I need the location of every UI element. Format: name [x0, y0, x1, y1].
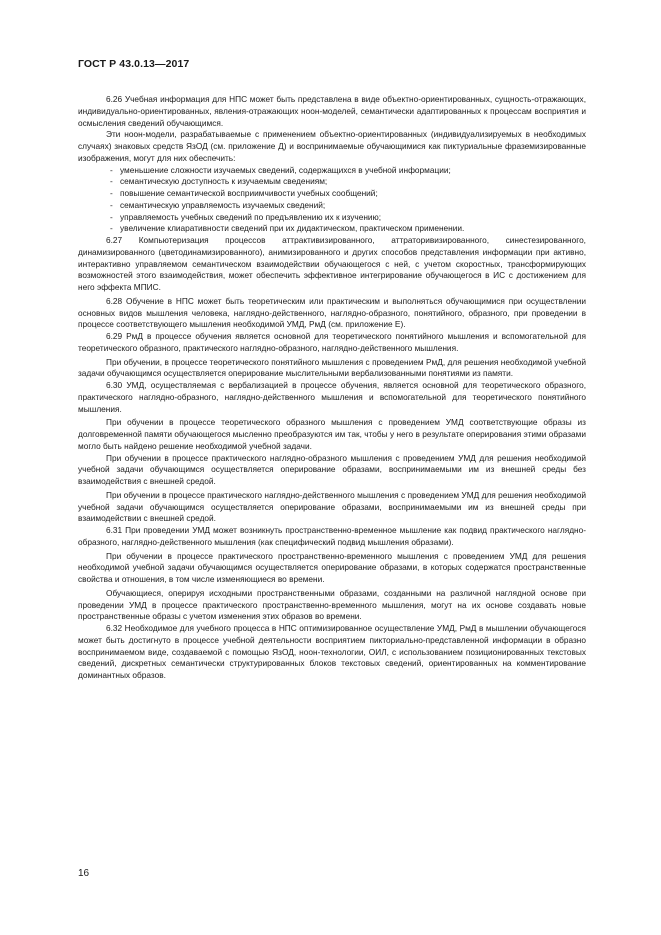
list-item: - повышение семантической восприимчивости учебных сообщений;: [120, 188, 586, 200]
paragraph-6-32: 6.32 Необходимое для учебного процесса в НПС оптимизированное осуществление УМД, РмД в мышлении обучающегося может быть достигнуто в процессе учебной деятельности восприятием пикториально-представленной информации в образно воспринимаемом виде, создаваемой с помощью ЯзОД, ноон-технологии, ОИЛ, с использованием позиционированных текстовых сведений, дискретных семантически структурированных блоков текстовых сведений, ориентированных на комментирование доминантных образов.: [78, 623, 586, 680]
paragraph: При обучении в процессе практического наглядно-действенного мышления с проведением УМД для решения необходимой учебной задачи обучающимся осуществляется оперирование образами, воспринимаемыми им из внешней среды при взаимодействии с внешней средой.: [78, 489, 586, 524]
page-number: 16: [78, 868, 90, 879]
document-header: ГОСТ Р 43.0.13—2017: [78, 58, 190, 70]
paragraph: Эти ноон-модели, разрабатываемые с применением объектно-ориентированных (индивидуализируемых в необходимых случаях) знаковых средств ЯзОД (см. приложение Д) и воспринимаемые обучающимися как пиктуриальные фраземизированные изображения, могут для них обеспечить:: [78, 129, 586, 163]
paragraph-6-28: 6.28 Обучение в НПС может быть теоретическим или практическим и выполняться обучающимися при осуществлении основных видов мышления человека, наглядно-действенного, наглядно-образного, понятийного, образного, при проведении в процессе соответствующего мышления необходимой УМД, РмД (см. приложение Е).: [78, 295, 586, 330]
paragraph-6-26: 6.26 Учебная информация для НПС может быть представлена в виде объектно-ориентированных, сущность-отражающих, индивидуально-ориентированных, явления-отражающих ноон-моделей, семантически адаптированных к процессам восприятия и осмысления сведений обучающимся.: [78, 94, 586, 128]
paragraph: Обучающиеся, оперируя исходными пространственными образами, созданными на различной наглядной основе при проведении УМД в процессе практического пространственно-временного мышления, могут на их основе создавать новые пространственные образы с учетом изменения этих образов во времени.: [78, 587, 586, 622]
paragraph: При обучении в процессе теоретического образного мышления с проведением УМД соответствующие образы из долговременной памяти обучающегося мысленно преобразуются им так, чтобы у него в результате оперирования этими образами могло быть найдено решение необходимой учебной задачи.: [78, 417, 586, 451]
paragraph-6-29: 6.29 РмД в процессе обучения является основной для теоретического понятийного мышления и вспомогательной для теоретического образного, практического наглядно-образного, наглядно-действенного мышления.: [78, 331, 586, 353]
paragraph-6-27: 6.27 Компьютеризация процессов аттрактивизированного, аттраторивизированного, синестезированного, динамизированного (цветодинамизированного), анимизированного и других способов представления информации при активно, интерактивно управляемом семантическом взаимодействии обучающегося с ней, с учетом скоростных, трансформирующих возможностей этого взаимодействия, может обеспечить эффективное интегрирование обучающегося в ИС с достижением для него эффекта МПИС.: [78, 235, 586, 292]
paragraph-6-31: 6.31 При проведении УМД может возникнуть пространственно-временное мышление как подвид практического наглядно-образного, наглядно-действенного мышления (как специфический подвид мышления образами).: [78, 525, 586, 547]
benefits-list: [78, 165, 586, 236]
list-item: - семантическую доступность к изучаемым сведениям;: [120, 176, 586, 188]
list-item: - увеличение клиаративности сведений при их дидактическом, практическом применении.: [120, 223, 586, 235]
document-body: [78, 94, 586, 682]
list-item: - управляемость учебных сведений по предъявлению их к изучению;: [120, 212, 586, 224]
paragraph: При обучении, в процессе теоретического понятийного мышления с проведением РмД, для решения необходимой учебной задачи обучающимся осуществляется оперирование мыслительными вербализованными понятиями из памяти.: [78, 356, 586, 379]
list-item: - уменьшение сложности изучаемых сведений, содержащихся в учебной информации;: [120, 165, 586, 177]
paragraph: При обучении в процессе практического наглядно-образного мышления с проведением УМД для решения необходимой учебной задачи обучающимся осуществляется оперирование образами, воспринимаемыми им из внешней среды без взаимодействия с внешней средой.: [78, 452, 586, 486]
paragraph-6-30: 6.30 УМД, осуществляемая с вербализацией в процессе обучения, является основной для теоретического образного, практического наглядно-образного, наглядно-действенного мышления и вспомогательной для теоретического понятийного мышления.: [78, 380, 586, 414]
paragraph: При обучении в процессе практического пространственно-временного мышления с проведением УМД для решения необходимой учебной задачи обучающимся осуществляется оперирование образами, в которых содержатся пространственные свойства и отношения, в том числе изменяющиеся во времени.: [78, 550, 586, 584]
list-item: - семантическую управляемость изучаемых сведений;: [120, 200, 586, 212]
